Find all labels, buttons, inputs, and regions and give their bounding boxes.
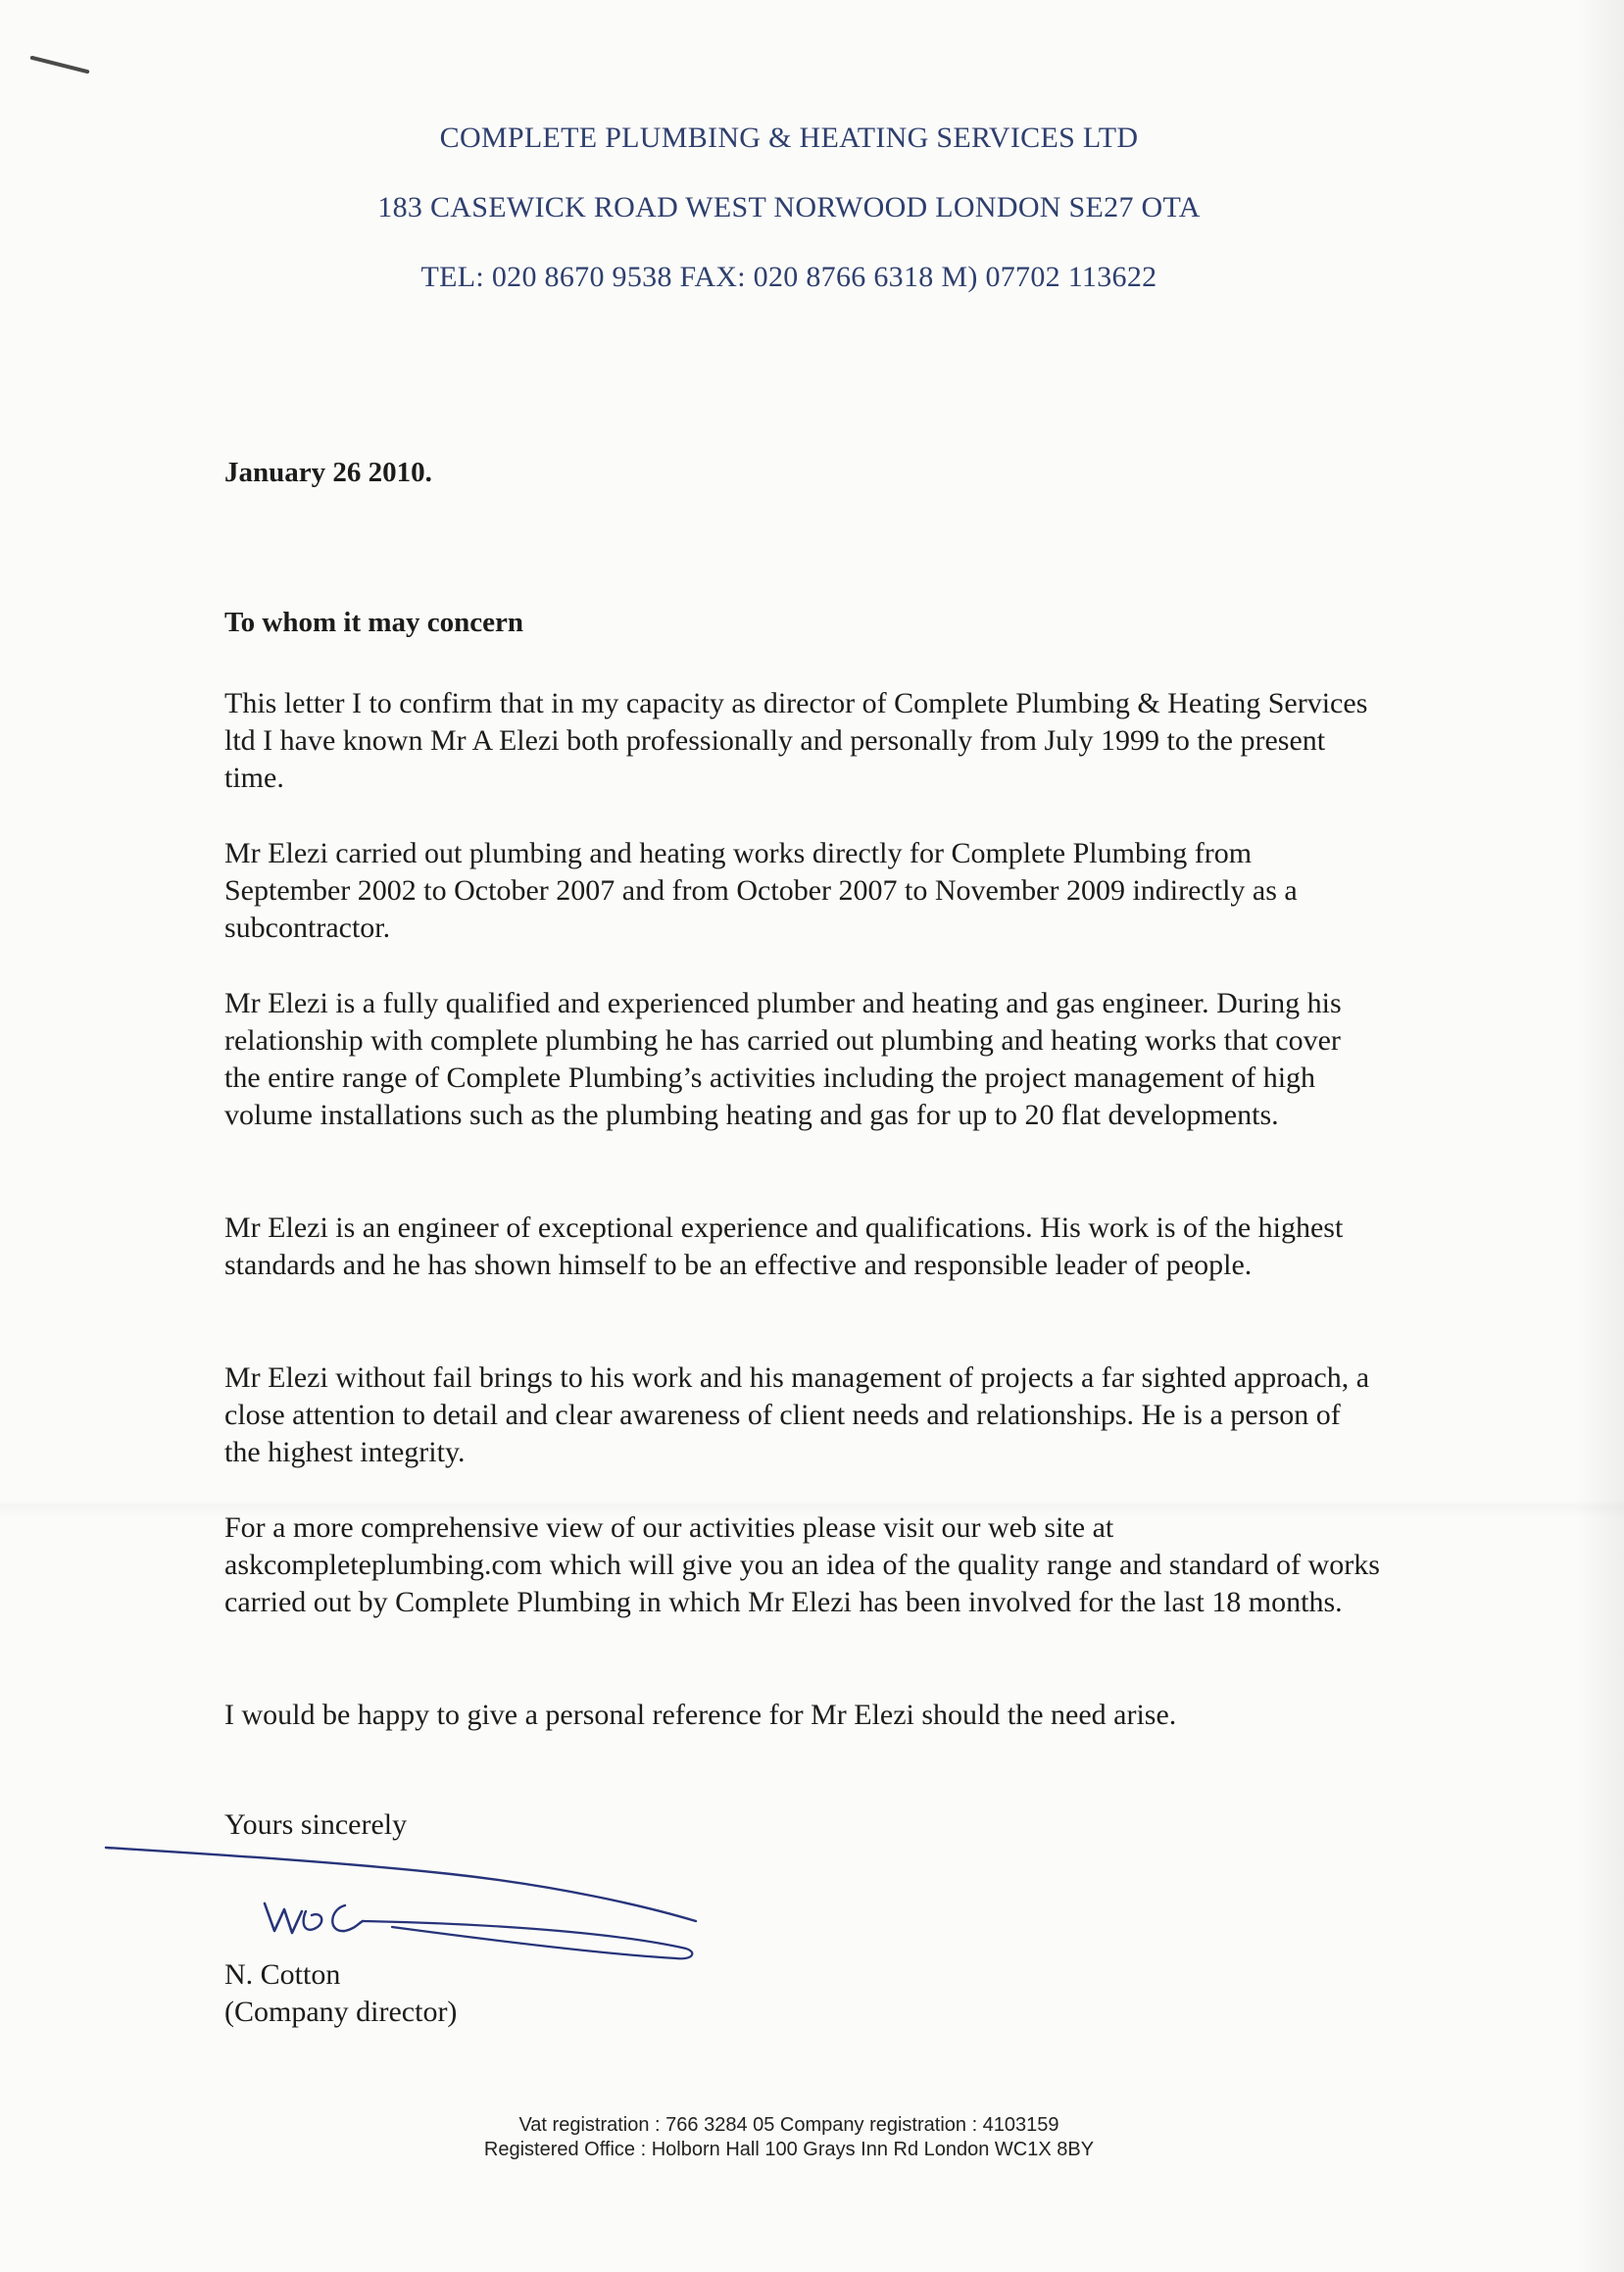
signer-title: (Company director) (224, 1996, 458, 2028)
paragraph-6: For a more comprehensive view of our activities please visit our web site at askcompleteplumbing.com which will give you an idea of the quality range and standard of works carried out by Complete Plumbing in which Mr Elezi has been involved for the last 18 months. (224, 1511, 1380, 1618)
paragraph-7: I would be happy to give a personal reference for Mr Elezi should the need arise. (224, 1699, 1177, 1731)
footer-registered-office: Registered Office : Holborn Hall 100 Grays Inn Rd London WC1X 8BY (483, 2139, 1095, 2160)
closing: Yours sincerely (224, 1808, 408, 1841)
paragraph-4: Mr Elezi is an engineer of exceptional experience and qualifications. His work is of the highest standards and he has shown himself to be an effective and responsible leader of people. (224, 1211, 1344, 1281)
signature-icon (98, 1833, 725, 1980)
letterhead-contact: TEL: 020 8670 9538 FAX: 020 8766 6318 M) 07702 113622 (420, 261, 1157, 293)
footer-registration: Vat registration : 766 3284 05 Company registration : 4103159 (518, 2114, 1059, 2136)
letterhead-address: 183 CASEWICK ROAD WEST NORWOOD LONDON SE27 OTA (377, 191, 1201, 223)
paper-mark (29, 56, 89, 74)
salutation: To whom it may concern (224, 607, 524, 638)
paragraph-5: Mr Elezi without fail brings to his work and his management of projects a far sighted approach, a close attention to detail and clear awareness of client needs and relationships. He is a person of the highest integrity. (224, 1361, 1370, 1468)
signer-name: N. Cotton (224, 1958, 341, 1991)
letterhead-company: COMPLETE PLUMBING & HEATING SERVICES LTD (439, 122, 1139, 154)
paragraph-2: Mr Elezi carried out plumbing and heating works directly for Complete Plumbing from September 2002 to October 2007 and from October 2007 to November 2009 indirectly as a subcontractor. (224, 837, 1298, 944)
paragraph-1: This letter I to confirm that in my capacity as director of Complete Plumbing & Heating Services ltd I have known Mr A Elezi both professionally and personally from July 1999 to the present time. (224, 687, 1368, 794)
letter-date: January 26 2010. (224, 457, 432, 488)
paragraph-3: Mr Elezi is a fully qualified and experienced plumber and heating and gas engineer. During his relationship with complete plumbing he has carried out plumbing and heating works that cover the entire range of Complete Plumbing’s activities including the project management of high volume installations such as the plumbing heating and gas for up to 20 flat developments. (224, 987, 1342, 1131)
